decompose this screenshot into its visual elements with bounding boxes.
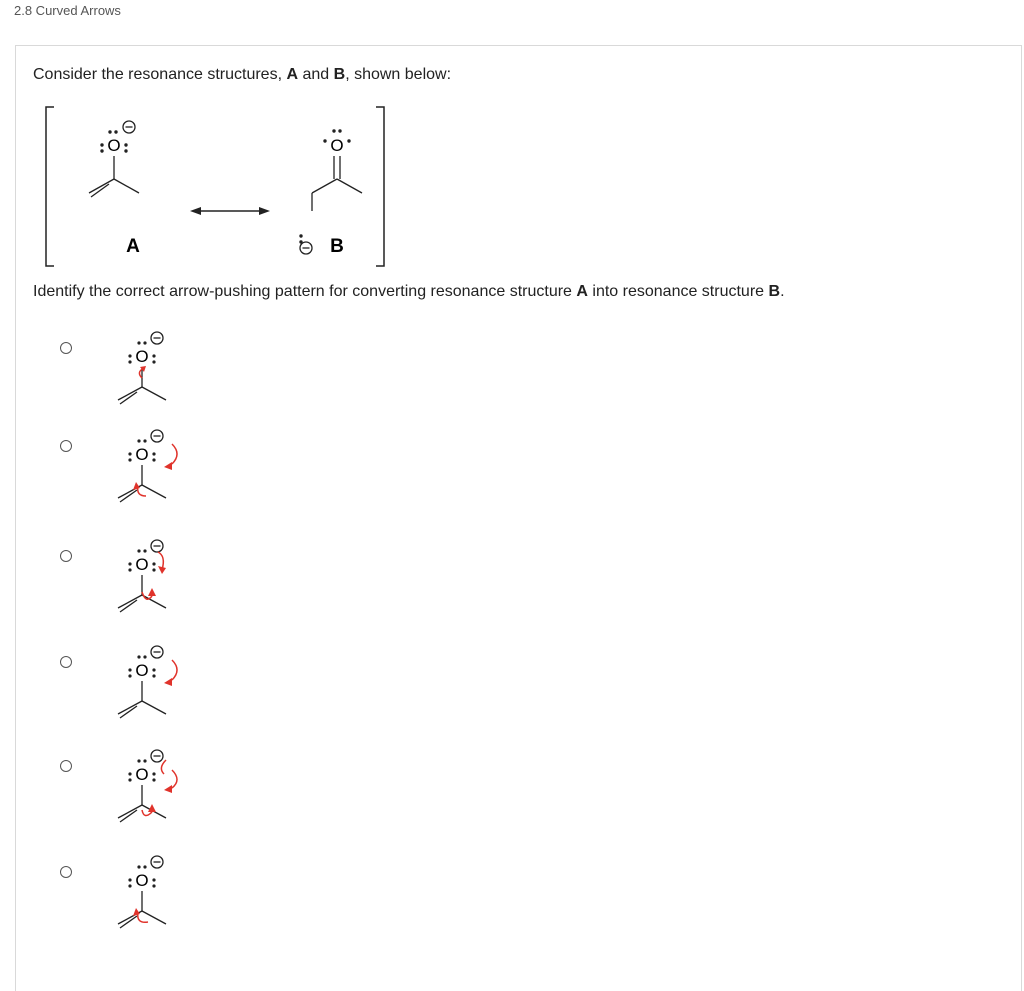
oxygen-b: O — [330, 136, 344, 155]
option-radio-2[interactable] — [60, 440, 72, 452]
ask-text: Identify the correct arrow-pushing pattern for converting resonance structure — [33, 283, 577, 300]
left-bracket — [46, 107, 54, 266]
resonance-arrow — [190, 207, 270, 215]
question-intro — [33, 66, 451, 84]
option-radio-3[interactable] — [60, 550, 72, 562]
option-structure-2 — [86, 430, 196, 520]
svg-text:O: O — [135, 765, 149, 784]
ask-end: . — [780, 283, 785, 300]
option-structure-3 — [86, 540, 196, 630]
label-a: A — [126, 236, 140, 257]
question-prompt — [33, 283, 785, 301]
option-structure-5 — [86, 750, 196, 840]
option-radio-1[interactable] — [60, 342, 72, 354]
svg-text:O: O — [135, 871, 149, 890]
intro-end: , shown below: — [345, 66, 452, 83]
intro-and: and — [298, 66, 334, 83]
option-radio-4[interactable] — [60, 656, 72, 668]
resonance-diagram — [36, 101, 396, 271]
structure-a — [89, 121, 139, 197]
label-b: B — [330, 236, 344, 257]
intro-text: Consider the resonance structures, — [33, 66, 287, 83]
breadcrumb: 2.8 Curved Arrows — [14, 3, 121, 18]
question-card — [15, 45, 1022, 991]
option-structure-6 — [86, 856, 196, 946]
ask-mid: into resonance structure — [587, 283, 769, 300]
svg-text:O: O — [135, 347, 149, 366]
svg-text:O: O — [135, 555, 149, 574]
svg-text:O: O — [135, 445, 149, 464]
option-radio-6[interactable] — [60, 866, 72, 878]
option-structure-1 — [86, 332, 196, 422]
svg-text:O: O — [135, 661, 149, 680]
right-bracket — [376, 107, 384, 266]
intro-label-b: B — [333, 66, 346, 83]
option-structure-4 — [86, 646, 196, 736]
intro-label-a: A — [286, 66, 299, 83]
oxygen-a: O — [107, 136, 121, 155]
option-radio-5[interactable] — [60, 760, 72, 772]
ask-label-a: A — [576, 283, 588, 300]
ask-label-b: B — [768, 283, 781, 300]
